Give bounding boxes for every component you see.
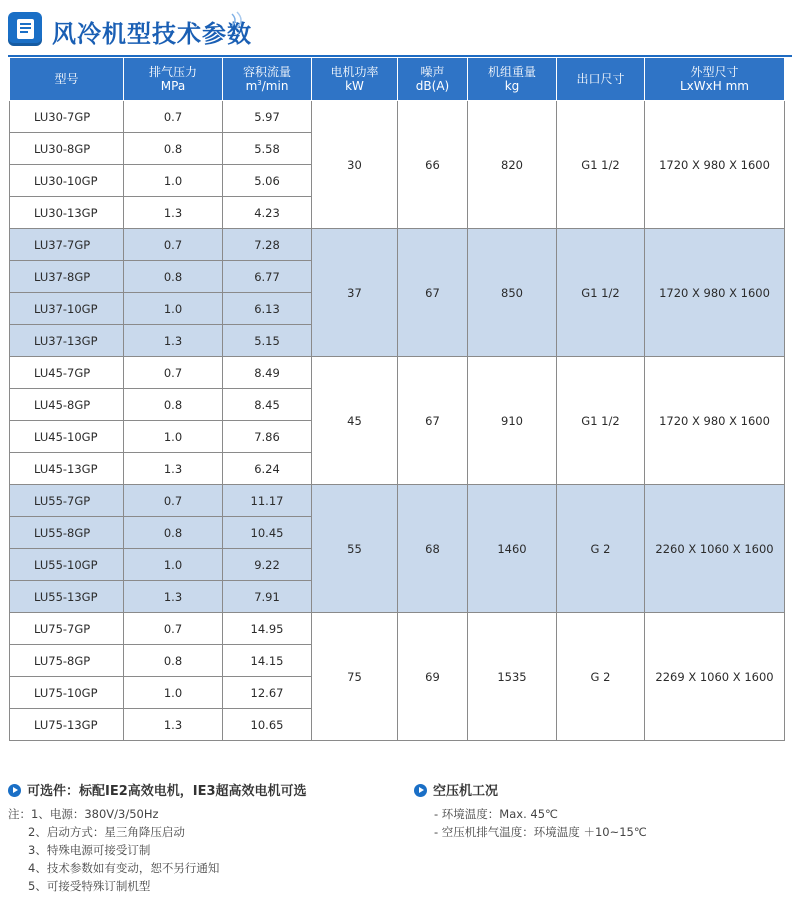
cell-flow: 5.97 — [223, 101, 312, 133]
cell-outlet: G 2 — [557, 485, 645, 613]
cell-flow: 6.13 — [223, 293, 312, 325]
cell-pressure: 1.3 — [124, 325, 223, 357]
cell-noise: 67 — [398, 357, 468, 485]
cell-flow: 7.91 — [223, 581, 312, 613]
cell-flow: 12.67 — [223, 677, 312, 709]
cell-dimensions: 2269 X 1060 X 1600 — [645, 613, 785, 741]
cell-model: LU37-10GP — [10, 293, 124, 325]
options-title: 可选件：标配IE2高效电机，IE3超高效电机可选 — [8, 780, 307, 799]
cell-model: LU37-8GP — [10, 261, 124, 293]
cell-pressure: 1.0 — [124, 677, 223, 709]
cell-flow: 10.45 — [223, 517, 312, 549]
col-header-dimensions: 外型尺寸 LxWxH mm — [645, 58, 785, 101]
cell-power: 75 — [312, 613, 398, 741]
cell-model: LU55-10GP — [10, 549, 124, 581]
cell-dimensions: 2260 X 1060 X 1600 — [645, 485, 785, 613]
cell-pressure: 0.7 — [124, 613, 223, 645]
col-header-flow: 容积流量 $m^3/\min$ — [223, 58, 312, 101]
cell-pressure: 0.8 — [124, 645, 223, 677]
cell-outlet: G 2 — [557, 613, 645, 741]
cell-model: LU75-13GP — [10, 709, 124, 741]
cell-model: LU30-8GP — [10, 133, 124, 165]
note-item: 3、特殊电源可接受订制 — [28, 843, 151, 857]
col-header-power: 电机功率 kW — [312, 58, 398, 101]
note-item: 4、技术参数如有变动，恕不另行通知 — [28, 861, 220, 875]
col-header-model: 型号 — [10, 58, 124, 101]
cell-noise: 68 — [398, 485, 468, 613]
cell-outlet: G1 1/2 — [557, 101, 645, 229]
cell-model: LU75-7GP — [10, 613, 124, 645]
cell-flow: 5.06 — [223, 165, 312, 197]
document-list-icon — [8, 12, 42, 46]
table-row — [10, 229, 785, 261]
spec-table-body — [10, 101, 785, 741]
page-title: 风冷机型技术参数 — [52, 20, 252, 48]
cell-pressure: 1.0 — [124, 549, 223, 581]
cell-flow: 10.65 — [223, 709, 312, 741]
play-bullet-icon — [8, 784, 21, 797]
cell-flow: 9.22 — [223, 549, 312, 581]
cell-flow: 14.15 — [223, 645, 312, 677]
cell-noise: 67 — [398, 229, 468, 357]
cell-model: LU55-13GP — [10, 581, 124, 613]
cell-pressure: 0.8 — [124, 261, 223, 293]
cell-pressure: 0.8 — [124, 517, 223, 549]
cell-model: LU45-7GP — [10, 357, 124, 389]
cell-weight: 850 — [468, 229, 557, 357]
cell-pressure: 1.3 — [124, 453, 223, 485]
cell-model: LU30-7GP — [10, 101, 124, 133]
table-row — [10, 101, 785, 133]
spec-table — [9, 57, 785, 741]
table-row — [10, 485, 785, 517]
cell-flow: 6.24 — [223, 453, 312, 485]
cell-flow: 7.28 — [223, 229, 312, 261]
cell-model: LU37-7GP — [10, 229, 124, 261]
cell-model: LU45-10GP — [10, 421, 124, 453]
cell-flow: 6.77 — [223, 261, 312, 293]
cell-pressure: 1.0 — [124, 165, 223, 197]
cell-weight: 1460 — [468, 485, 557, 613]
cell-dimensions: 1720 X 980 X 1600 — [645, 229, 785, 357]
cell-pressure: 0.7 — [124, 357, 223, 389]
cell-model: LU30-13GP — [10, 197, 124, 229]
cell-power: 45 — [312, 357, 398, 485]
cell-flow: 7.86 — [223, 421, 312, 453]
cell-flow: 14.95 — [223, 613, 312, 645]
cell-model: LU37-13GP — [10, 325, 124, 357]
cell-flow: 5.15 — [223, 325, 312, 357]
cell-flow: 11.17 — [223, 485, 312, 517]
cell-flow: 8.45 — [223, 389, 312, 421]
note-item: 注：1、电源：380V/3/50Hz — [8, 807, 159, 821]
cell-dimensions: 1720 X 980 X 1600 — [645, 101, 785, 229]
cell-weight: 820 — [468, 101, 557, 229]
cell-dimensions: 1720 X 980 X 1600 — [645, 357, 785, 485]
condition-item: - 环境温度：Max. 45℃ — [434, 807, 558, 821]
note-item: 5、可接受特殊订制机型 — [28, 879, 151, 893]
col-header-noise: 噪声 dB(A) — [398, 58, 468, 101]
cell-model: LU55-7GP — [10, 485, 124, 517]
cell-flow: 8.49 — [223, 357, 312, 389]
cell-pressure: 0.7 — [124, 229, 223, 261]
cell-pressure: 1.0 — [124, 421, 223, 453]
cell-power: 55 — [312, 485, 398, 613]
cell-pressure: 1.3 — [124, 709, 223, 741]
cell-model: LU55-8GP — [10, 517, 124, 549]
cell-pressure: 0.8 — [124, 133, 223, 165]
cell-pressure: 1.3 — [124, 581, 223, 613]
table-row — [10, 357, 785, 389]
conditions-list — [434, 805, 647, 841]
cell-outlet: G1 1/2 — [557, 357, 645, 485]
cell-pressure: 0.7 — [124, 101, 223, 133]
cell-noise: 69 — [398, 613, 468, 741]
cell-model: LU45-13GP — [10, 453, 124, 485]
cell-model: LU75-8GP — [10, 645, 124, 677]
cell-weight: 910 — [468, 357, 557, 485]
cell-power: 37 — [312, 229, 398, 357]
condition-item: - 空压机排气温度：环境温度 ＋10~15℃ — [434, 825, 647, 839]
col-header-weight: 机组重量 kg — [468, 58, 557, 101]
notes-list — [8, 805, 219, 895]
cell-pressure: 0.8 — [124, 389, 223, 421]
signal-waves-icon — [228, 10, 252, 30]
conditions-title: 空压机工况 — [414, 780, 498, 799]
cell-pressure: 1.3 — [124, 197, 223, 229]
cell-weight: 1535 — [468, 613, 557, 741]
cell-power: 30 — [312, 101, 398, 229]
play-bullet-icon — [414, 784, 427, 797]
cell-flow: 4.23 — [223, 197, 312, 229]
table-row — [10, 613, 785, 645]
cell-outlet: G1 1/2 — [557, 229, 645, 357]
cell-flow: 5.58 — [223, 133, 312, 165]
cell-noise: 66 — [398, 101, 468, 229]
note-item: 2、启动方式：星三角降压启动 — [28, 825, 185, 839]
cell-pressure: 0.7 — [124, 485, 223, 517]
table-header-row — [10, 58, 785, 101]
cell-model: LU30-10GP — [10, 165, 124, 197]
cell-pressure: 1.0 — [124, 293, 223, 325]
cell-model: LU75-10GP — [10, 677, 124, 709]
col-header-pressure: 排气压力 MPa — [124, 58, 223, 101]
col-header-outlet: 出口尺寸 — [557, 58, 645, 101]
page-header — [8, 8, 792, 54]
cell-model: LU45-8GP — [10, 389, 124, 421]
